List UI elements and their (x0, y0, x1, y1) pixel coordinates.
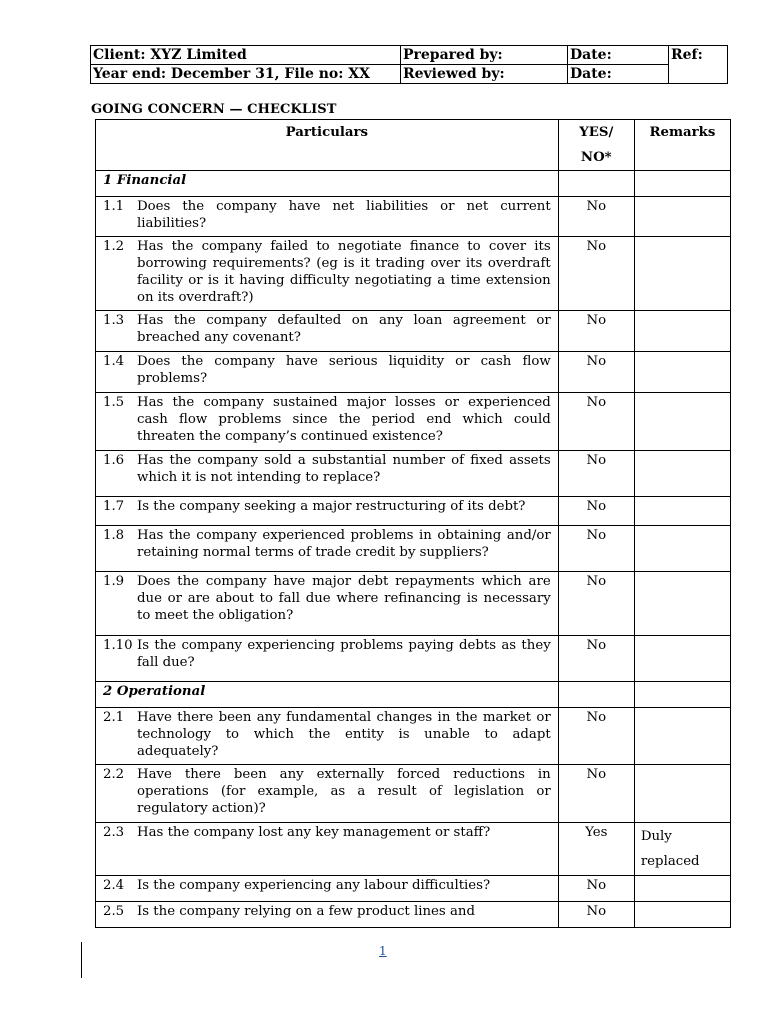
section-remarks-blank (634, 682, 730, 708)
answer-cell (558, 237, 634, 311)
table-row (96, 451, 731, 497)
remarks-value (635, 352, 730, 354)
year-end-cell: Year end: December 31, File no: XX (91, 65, 401, 84)
answer-cell (558, 197, 634, 237)
answer-value: No (586, 199, 607, 214)
question-content (96, 526, 558, 562)
remarks-value (635, 572, 730, 574)
document-title: GOING CONCERN — CHECKLIST (91, 102, 337, 117)
question-content (96, 352, 558, 388)
remarks-value (635, 765, 730, 767)
yes-no-header-line1: YES/ (579, 125, 614, 140)
question-cell (96, 197, 559, 237)
question-cell (96, 237, 559, 311)
answer-value: No (586, 528, 607, 543)
ref-cell: Ref: (669, 46, 728, 84)
remarks-value (635, 708, 730, 710)
client-cell: Client: XYZ Limited (91, 46, 401, 65)
question-content (96, 311, 558, 347)
reviewed-by-cell: Reviewed by: (401, 65, 568, 84)
question-cell (96, 311, 559, 352)
remarks-value (635, 526, 730, 528)
remarks-cell (634, 393, 730, 451)
checklist-body (96, 171, 731, 928)
question-content (96, 765, 558, 818)
prepared-by-cell: Prepared by: (401, 46, 568, 65)
answer-value: No (586, 710, 607, 725)
question-text: Is the company experiencing any labour difficulties? (137, 878, 491, 893)
remarks-value (635, 876, 730, 878)
answer-value: Yes (585, 825, 608, 840)
section-row (96, 171, 731, 197)
question-number: 1.3 (103, 313, 125, 328)
table-row (96, 876, 731, 902)
section-remarks-blank (634, 171, 730, 197)
answer-cell (558, 902, 634, 928)
question-cell (96, 572, 559, 636)
table-row (96, 352, 731, 393)
remarks-header: Remarks (634, 120, 730, 171)
question-number: 1.6 (103, 453, 125, 468)
answer-cell (558, 708, 634, 765)
remarks-value (635, 497, 730, 499)
answer-value: No (586, 239, 607, 254)
table-row (96, 393, 731, 451)
remarks-cell (634, 902, 730, 928)
question-cell (96, 823, 559, 876)
answer-cell (558, 311, 634, 352)
answer-value: No (586, 767, 607, 782)
remarks-value (635, 451, 730, 453)
question-number: 1.1 (103, 199, 125, 214)
table-row (96, 572, 731, 636)
answer-value: No (586, 878, 607, 893)
question-content (96, 902, 558, 921)
answer-value: No (586, 354, 607, 369)
answer-value: No (586, 313, 607, 328)
checklist-header-row (96, 120, 731, 171)
question-content (96, 823, 558, 842)
question-number: 1.2 (103, 239, 125, 254)
question-cell (96, 902, 559, 928)
table-row (96, 197, 731, 237)
question-text: Has the company sold a substantial number of fixed assets which it is not intending to replace? (137, 453, 551, 485)
remarks-value: Duly replaced (640, 829, 700, 869)
table-row (96, 311, 731, 352)
question-text: Has the company lost any key management or staff? (137, 825, 491, 840)
answer-cell (558, 572, 634, 636)
question-number: 2.5 (103, 904, 125, 919)
answer-value: No (586, 574, 607, 589)
question-number: 2.4 (103, 878, 125, 893)
section-row (96, 682, 731, 708)
question-cell (96, 526, 559, 572)
remarks-cell (634, 352, 730, 393)
section-answer-blank (558, 682, 634, 708)
question-text: Have there been any externally forced reductions in operations (for example, as a result of legislation or regulatory action)? (137, 767, 551, 816)
question-number: 1.5 (103, 395, 125, 410)
question-content (96, 393, 558, 446)
answer-value: No (586, 453, 607, 468)
question-content (96, 708, 558, 761)
question-number: 2.2 (103, 767, 125, 782)
answer-value: No (586, 499, 607, 514)
question-content (96, 497, 558, 516)
question-cell (96, 497, 559, 526)
remarks-cell (634, 708, 730, 765)
question-text: Is the company relying on a few product lines and (137, 904, 475, 919)
remarks-cell (634, 765, 730, 823)
table-row (96, 636, 731, 682)
remarks-value (635, 393, 730, 395)
question-cell (96, 393, 559, 451)
question-content (96, 572, 558, 625)
question-cell (96, 708, 559, 765)
question-content (96, 197, 558, 233)
remarks-cell (634, 497, 730, 526)
table-row (96, 823, 731, 876)
question-number: 1.9 (103, 574, 125, 589)
question-cell (96, 451, 559, 497)
page-number[interactable]: 1 (379, 944, 387, 958)
question-text: Does the company have net liabilities or net current liabilities? (137, 199, 551, 231)
remarks-value (635, 902, 730, 904)
question-content (96, 237, 558, 307)
answer-cell (558, 823, 634, 876)
question-number: 1.10 (103, 638, 133, 653)
table-row (96, 237, 731, 311)
margin-change-bar (81, 942, 82, 978)
remarks-value (635, 197, 730, 199)
remarks-cell (634, 876, 730, 902)
question-text: Have there been any fundamental changes in the market or technology to which the entity is unable to adapt adequately? (137, 710, 551, 759)
yes-no-header (558, 120, 634, 171)
remarks-cell (634, 526, 730, 572)
question-number: 1.7 (103, 499, 125, 514)
question-content (96, 451, 558, 487)
question-number: 2.3 (103, 825, 125, 840)
question-text: Is the company experiencing problems paying debts as they fall due? (137, 638, 551, 670)
remarks-value (635, 237, 730, 239)
question-text: Does the company have major debt repayments which are due or are about to fall due where refinancing is necessary to meet the obligation? (137, 574, 551, 623)
header-row-1 (91, 46, 728, 65)
date-cell-1: Date: (568, 46, 669, 65)
table-row (96, 765, 731, 823)
question-text: Has the company experienced problems in obtaining and/or retaining normal terms of trade credit by suppliers? (137, 528, 551, 560)
remarks-value (635, 311, 730, 313)
answer-cell (558, 451, 634, 497)
table-row (96, 526, 731, 572)
answer-value: No (586, 395, 607, 410)
question-cell (96, 765, 559, 823)
checklist-table (95, 119, 731, 928)
date-cell-2: Date: (568, 65, 669, 84)
question-text: Has the company failed to negotiate finance to cover its borrowing requirements? (eg is it trading over its overdraft facility or is it having difficulty negotiating a time extension on its overdraft?) (137, 239, 551, 305)
remarks-cell (634, 451, 730, 497)
question-cell (96, 352, 559, 393)
question-content (96, 876, 558, 895)
answer-value: No (586, 904, 607, 919)
answer-cell (558, 497, 634, 526)
question-content (96, 636, 558, 672)
answer-cell (558, 393, 634, 451)
remarks-cell (634, 237, 730, 311)
remarks-value (635, 636, 730, 638)
question-number: 2.1 (103, 710, 125, 725)
section-answer-blank (558, 171, 634, 197)
answer-cell (558, 876, 634, 902)
table-row (96, 902, 731, 928)
question-number: 1.4 (103, 354, 125, 369)
remarks-cell (634, 636, 730, 682)
remarks-cell (634, 311, 730, 352)
remarks-cell (634, 197, 730, 237)
remarks-cell (634, 823, 730, 876)
section-title: 2 Operational (96, 682, 559, 708)
answer-value: No (586, 638, 607, 653)
particulars-header: Particulars (96, 120, 559, 171)
remarks-cell (634, 572, 730, 636)
header-table (90, 45, 728, 84)
question-cell (96, 636, 559, 682)
answer-cell (558, 636, 634, 682)
section-title: 1 Financial (96, 171, 559, 197)
answer-cell (558, 526, 634, 572)
table-row (96, 497, 731, 526)
answer-cell (558, 765, 634, 823)
header-row-2 (91, 65, 728, 84)
question-text: Is the company seeking a major restructuring of its debt? (137, 499, 526, 514)
question-text: Has the company defaulted on any loan agreement or breached any covenant? (137, 313, 551, 345)
question-number: 1.8 (103, 528, 125, 543)
question-text: Does the company have serious liquidity or cash flow problems? (137, 354, 551, 386)
question-text: Has the company sustained major losses or experienced cash flow problems since the period end which could threaten the company’s continued existence? (137, 395, 551, 444)
yes-no-header-line2: NO* (580, 150, 612, 165)
question-cell (96, 876, 559, 902)
answer-cell (558, 352, 634, 393)
table-row (96, 708, 731, 765)
